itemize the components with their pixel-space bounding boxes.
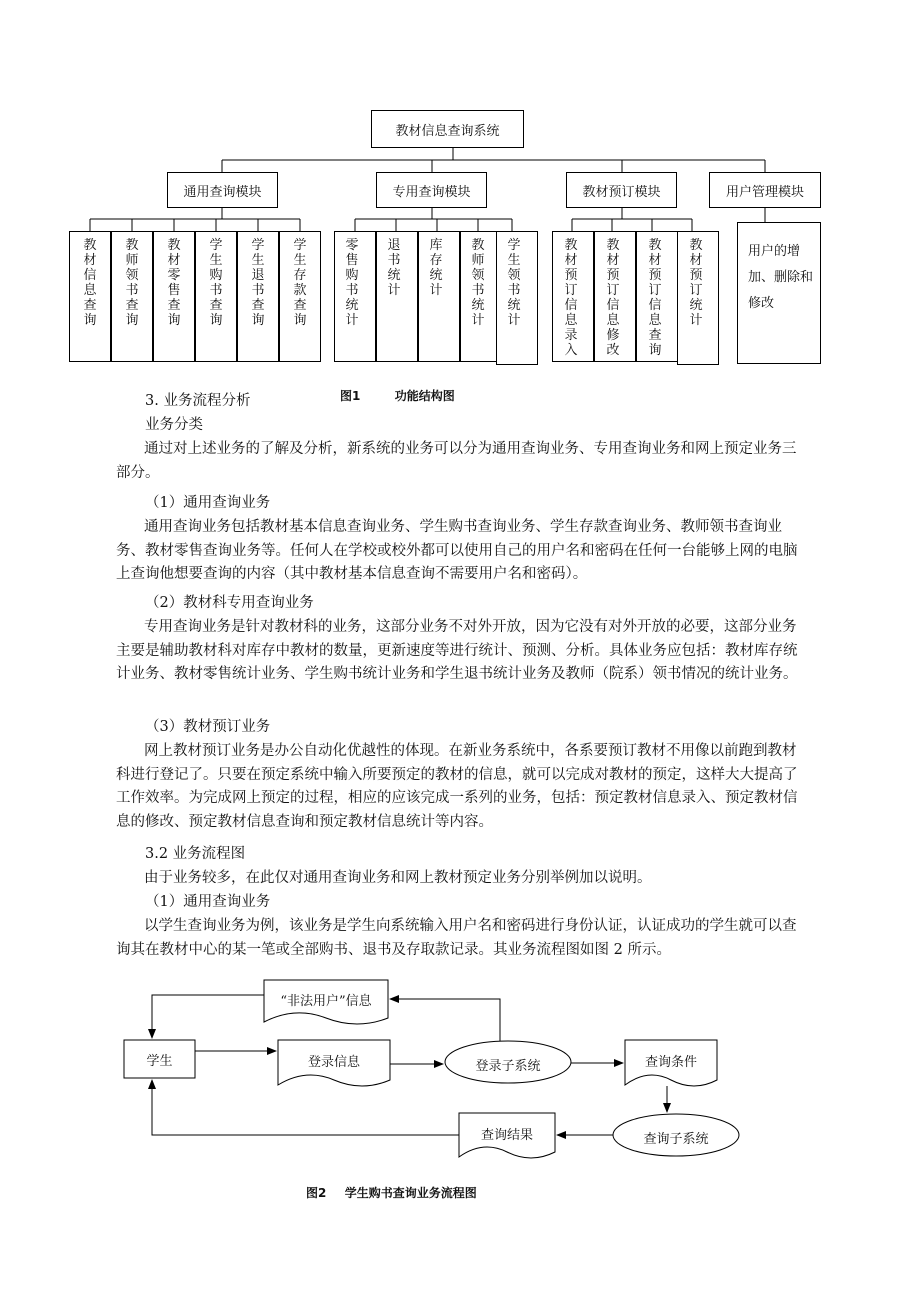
leaf-label: 零售购书统计 bbox=[345, 238, 359, 328]
root-label: 教材信息查询系统 bbox=[395, 123, 500, 139]
leaf-label: 教材信息查询 bbox=[83, 238, 97, 328]
heading-general-query-2: （1）通用查询业务 bbox=[145, 894, 271, 910]
fig1-caption-num: 图1 bbox=[340, 389, 361, 403]
module-label: 用户管理模块 bbox=[725, 184, 804, 200]
leaf-label: 教材预订信息修改 bbox=[606, 238, 620, 358]
module-label: 通用查询模块 bbox=[183, 184, 262, 200]
paragraph-1: 通过对上述业务的了解及分析，新系统的业务可以分为通用查询业务、专用查询业务和网上预定业务三部分。 bbox=[116, 441, 797, 481]
leaf-label: 用户的增加、删除和修改 bbox=[748, 244, 814, 311]
leaf-label: 教师领书查询 bbox=[125, 238, 139, 328]
leaf-label: 学生退书查询 bbox=[251, 238, 265, 328]
fig2-caption-text: 学生购书查询业务流程图 bbox=[344, 1186, 477, 1200]
fig1-caption-text: 功能结构图 bbox=[394, 389, 455, 403]
query-cond-label: 查询条件 bbox=[644, 1055, 697, 1070]
fig2-caption bbox=[306, 1184, 477, 1201]
leaf-label: 教材预订统计 bbox=[689, 238, 703, 328]
leaf-label: 教材预订信息查询 bbox=[648, 238, 662, 358]
paragraph-6: 以学生查询业务为例，该业务是学生向系统输入用户名和密码进行身份认证，认证成功的学生就可以查询其在教材中心的某一笔或全部购书、退书及存取款记录。其业务流程图如图 2 所示。 bbox=[116, 918, 797, 958]
leaf-label: 库存统计 bbox=[429, 238, 443, 298]
query-result-label: 查询结果 bbox=[480, 1128, 533, 1143]
query-sys-label: 查询子系统 bbox=[643, 1132, 709, 1147]
leaf-label: 教材零售查询 bbox=[167, 238, 181, 328]
heading-order: （3）教材预订业务 bbox=[145, 719, 271, 735]
leaf-label: 学生购书查询 bbox=[209, 238, 223, 328]
paragraph-4: 网上教材预订业务是办公自动化优越性的体现。在新业务系统中，各系要预订教材不用像以前跑到教材科进行登记了。只要在预定系统中输入所要预定的教材的信息，就可以完成对教材的预定，这样大大提高了工作效率。为完成网上预定的过程，相应的应该完成一系列的业务，包括：预定教材信息录入、预定教材信息的修改、预定教材信息查询和预定教材信息统计等内容。 bbox=[116, 743, 798, 830]
module-label: 教材预订模块 bbox=[582, 184, 661, 200]
heading-special-query: （2）教材科专用查询业务 bbox=[145, 595, 314, 611]
login-sys-label: 登录子系统 bbox=[475, 1059, 541, 1074]
heading-section-3-2: 3.2 业务流程图 bbox=[145, 846, 246, 862]
paragraph-5: 由于业务较多，在此仅对通用查询业务和网上教材预定业务分别举例加以说明。 bbox=[144, 870, 652, 886]
leaf-label: 学生存款查询 bbox=[293, 238, 307, 328]
module-label: 专用查询模块 bbox=[392, 184, 471, 200]
paragraph-3: 专用查询业务是针对教材科的业务，这部分业务不对外开放，因为它没有对外开放的必要，这部分业务主要是辅助教材科对库存中教材的数量，更新速度等进行统计、预测、分析。具体业务应包括：教材库存统计业务、教材零售统计业务、学生购书统计业务和学生退书统计业务及教师（院系）领书情况的统计业务。 bbox=[116, 619, 798, 682]
illegal-user-label: “非法用户”信息 bbox=[280, 994, 372, 1009]
paragraph-2: 通用查询业务包括教材基本信息查询业务、学生购书查询业务、学生存款查询业务、教师领书查询业务、教材零售查询业务等。任何人在学校或校外都可以使用自己的用户名和密码在任何一台能够上网的电脑上查询他想要查询的内容（其中教材基本信息查询不需要用户名和密码）。 bbox=[116, 519, 798, 582]
fig2-caption-num: 图2 bbox=[306, 1186, 327, 1200]
heading-general-query: （1）通用查询业务 bbox=[145, 495, 271, 511]
login-info-label: 登录信息 bbox=[307, 1055, 360, 1070]
student-label: 学生 bbox=[146, 1054, 173, 1069]
heading-section-3: 3. 业务流程分析 bbox=[145, 393, 251, 409]
heading-business-classification: 业务分类 bbox=[145, 417, 203, 433]
leaf-label: 教材预订信息录入 bbox=[564, 238, 578, 358]
leaf-label: 教师领书统计 bbox=[471, 238, 485, 328]
leaf-label: 退书统计 bbox=[387, 238, 401, 298]
leaf-label: 学生领书统计 bbox=[507, 238, 521, 328]
